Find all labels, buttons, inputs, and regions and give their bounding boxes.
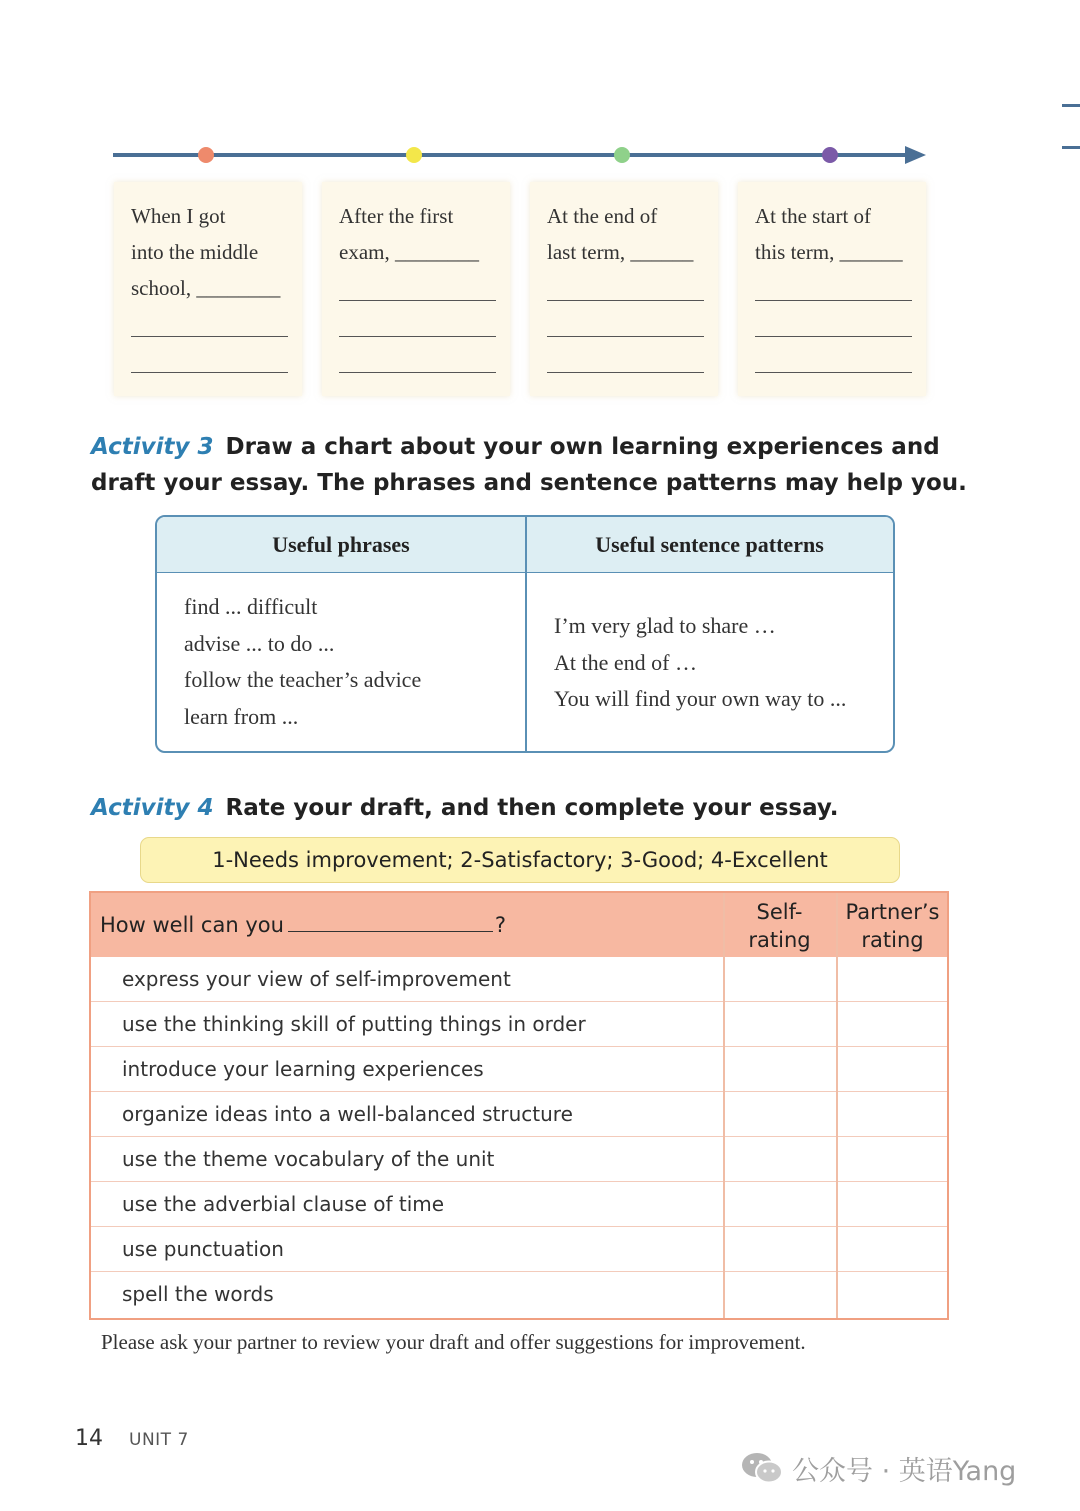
- table-row: [91, 1137, 947, 1182]
- table-row: [91, 1092, 947, 1137]
- column-divider: [723, 893, 725, 1318]
- column-divider: [836, 893, 838, 1318]
- rating-question: How well can you ?: [100, 913, 507, 937]
- card-text: At the start of this term, ______: [755, 204, 903, 264]
- activity-4-heading: [91, 790, 971, 826]
- timeline-dot: [198, 147, 214, 163]
- phrase-item: learn from ...: [184, 703, 299, 729]
- useful-phrases-header: Useful phrases: [272, 532, 410, 557]
- timeline-dot: [406, 147, 422, 163]
- page-number: 14: [75, 1426, 103, 1451]
- rating-scale-legend: 1-Needs improvement; 2-Satisfactory; 3-Good; 4-Excellent: [140, 837, 900, 883]
- question-blank[interactable]: [288, 913, 493, 932]
- table-row: [91, 957, 947, 1002]
- skill-item: use the theme vocabulary of the unit: [122, 1147, 495, 1171]
- write-in-line[interactable]: [339, 336, 496, 337]
- pattern-item: At the end of …: [554, 649, 697, 675]
- write-in-line[interactable]: [547, 372, 704, 373]
- useful-expressions-table: [155, 515, 895, 753]
- card-text: At the end of last term, ______: [547, 204, 694, 264]
- wechat-watermark: [740, 1448, 1016, 1488]
- wechat-icon: [740, 1450, 784, 1486]
- edge-mark: [1062, 104, 1080, 107]
- timeline-arrowhead: [905, 146, 926, 164]
- skill-item: use the adverbial clause of time: [122, 1192, 445, 1216]
- skill-item: introduce your learning experiences: [122, 1057, 484, 1081]
- activity-4-instruction: Rate your draft, and then complete your essay.: [225, 795, 839, 821]
- write-in-line[interactable]: [755, 336, 912, 337]
- table-row: [91, 1272, 947, 1318]
- activity-3-label: Activity 3: [91, 434, 214, 460]
- instruction-footnote: Please ask your partner to review your draft and offer suggestions for improvement.: [101, 1330, 806, 1354]
- write-in-line[interactable]: [339, 372, 496, 373]
- activity-3-instruction: Draw a chart about your own learning experiences and draft your essay. The phrases and sentence patterns may help you.: [91, 434, 967, 496]
- edge-mark: [1062, 146, 1080, 149]
- write-in-line[interactable]: [547, 336, 704, 337]
- activity-3-heading: [91, 429, 971, 501]
- skill-item: express your view of self-improvement: [122, 967, 511, 991]
- phrase-item: follow the teacher’s advice: [184, 667, 422, 692]
- timeline-card: [322, 182, 510, 396]
- skill-item: organize ideas into a well-balanced structure: [122, 1102, 573, 1126]
- write-in-line[interactable]: [755, 300, 912, 301]
- timeline-card: [114, 182, 302, 396]
- table-row: [91, 1002, 947, 1047]
- pattern-item: I’m very glad to share …: [554, 613, 776, 638]
- card-text: After the first exam, ________: [339, 204, 479, 264]
- rating-table: [89, 891, 949, 1320]
- partner-rating-header: Partner’s rating: [845, 900, 940, 952]
- write-in-line[interactable]: [547, 300, 704, 301]
- timeline-dot: [614, 147, 630, 163]
- write-in-line[interactable]: [131, 336, 288, 337]
- phrase-item: advise ... to do ...: [184, 630, 335, 656]
- phrase-item: find ... difficult: [184, 594, 318, 619]
- useful-phrases-list: [184, 589, 421, 735]
- pattern-item: You will find your own way to ...: [554, 686, 847, 711]
- useful-patterns-header: Useful sentence patterns: [595, 532, 824, 557]
- watermark-text: 公众号 · 英语Yang: [792, 1455, 1017, 1487]
- activity-4-label: Activity 4: [91, 795, 214, 821]
- timeline-line: [113, 153, 913, 157]
- skill-item: spell the words: [122, 1282, 274, 1306]
- skill-item: use the thinking skill of putting things in order: [122, 1012, 586, 1036]
- write-in-line[interactable]: [755, 372, 912, 373]
- self-rating-header: Self- rating: [748, 900, 811, 952]
- card-text: When I got into the middle school, ________: [131, 204, 281, 300]
- unit-label: UNIT 7: [129, 1430, 189, 1450]
- skill-item: use punctuation: [122, 1237, 284, 1261]
- write-in-line[interactable]: [339, 300, 496, 301]
- timeline-dot: [822, 147, 838, 163]
- timeline-card: [530, 182, 718, 396]
- table-row: [91, 1182, 947, 1227]
- table-row: [91, 1047, 947, 1092]
- useful-patterns-list: [554, 608, 846, 718]
- write-in-line[interactable]: [131, 372, 288, 373]
- table-row: [91, 1227, 947, 1272]
- timeline-card: [738, 182, 926, 396]
